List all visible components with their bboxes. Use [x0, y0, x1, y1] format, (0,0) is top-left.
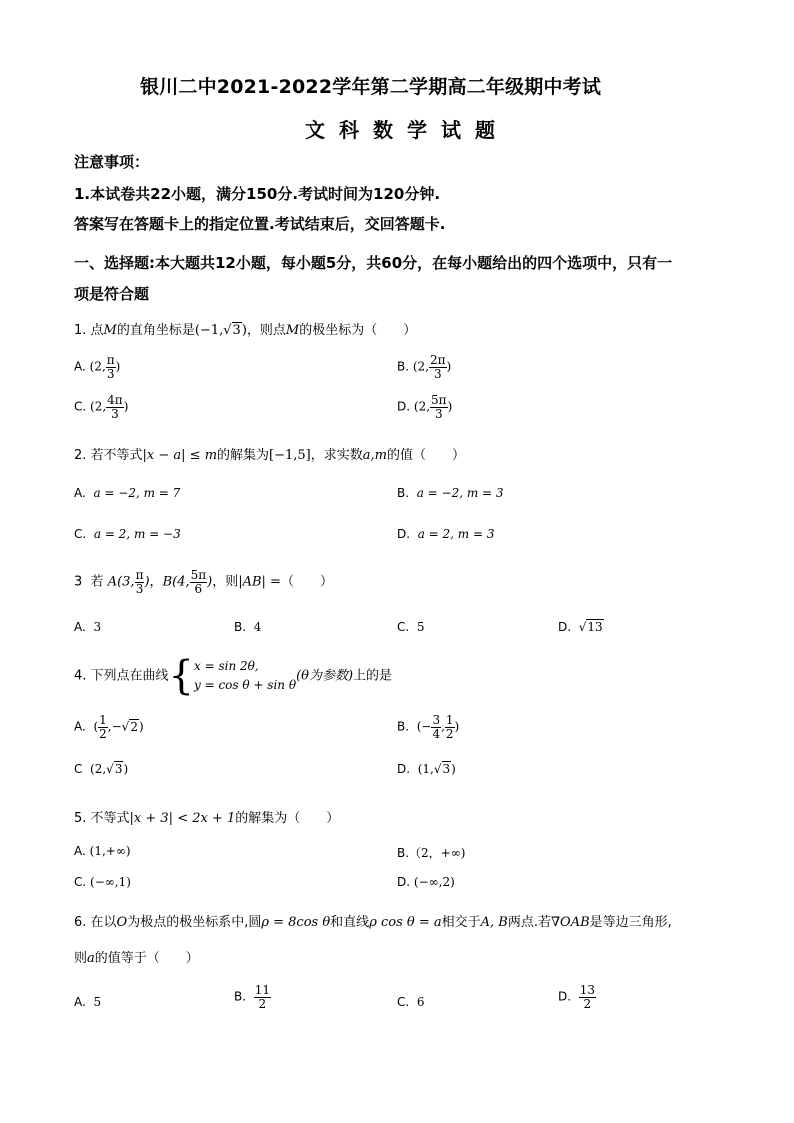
question-2-option-b[interactable]: B. a = −2, m = 3 — [397, 486, 504, 500]
exam-subtitle: 文科数学试题 — [305, 118, 509, 142]
question-5-option-d[interactable]: D. (−∞,2) — [397, 875, 455, 889]
question-3-stem: 3 若 A(3, $\frac{\pi}{3}$ )，B(4, $\frac{5\pi}{6}$ )，则|AB| =（ ） — [74, 568, 333, 596]
question-2-stem: 2. 若不等式|x − a| ≤ m的解集为[−1,5]，求实数a,m的值（ ） — [74, 448, 466, 463]
section-heading-line-2: 项是符合题 — [74, 285, 150, 303]
question-5-option-a[interactable]: A. (1,+∞) — [74, 844, 131, 858]
question-4-stem: 4. 下列点在曲线{ x = sin 2θ, y = cos θ + sin θ (θ为参数)上的是 — [74, 653, 393, 699]
question-6-option-d[interactable]: D. $\frac{13}{2}$ — [558, 983, 595, 1011]
question-4-option-d[interactable]: D. (1,√3) — [397, 762, 456, 776]
question-1-option-b[interactable]: B. (2, $\frac{2\pi}{3}$ ) — [397, 353, 452, 381]
question-6-stem-line-2: 则a的值等于（ ） — [74, 951, 199, 966]
question-2-option-c[interactable]: C. a = 2, m = −3 — [74, 527, 181, 541]
question-6-stem-line-1: 6. 在以O为极点的极坐标系中,圆ρ = 8cos θ和直线ρ cos θ = a相交于A, B两点.若∇OAB是等边三角形, — [74, 915, 672, 930]
question-2-option-d[interactable]: D. a = 2, m = 3 — [397, 527, 495, 541]
notice-heading: 注意事项： — [74, 153, 150, 171]
question-1-option-c[interactable]: C. (2, $\frac{4\pi}{3}$ ) — [74, 393, 129, 421]
question-3-option-d[interactable]: D. √13 — [558, 620, 603, 634]
question-4-option-a[interactable]: A. ( $\frac{1}{2}$ ,−√2) — [74, 713, 144, 741]
question-5-option-b[interactable]: B.（2，+∞) — [397, 846, 466, 860]
question-5-option-c[interactable]: C. (−∞,1) — [74, 875, 131, 889]
question-6-option-b[interactable]: B. $\frac{11}{2}$ — [234, 983, 270, 1011]
question-3-option-a[interactable]: A. 3 — [74, 620, 102, 634]
question-2-option-a[interactable]: A. a = −2, m = 7 — [74, 486, 181, 500]
left-brace: { — [168, 653, 194, 699]
question-6-option-c[interactable]: C. 6 — [397, 995, 425, 1009]
question-3-option-c[interactable]: C. 5 — [397, 620, 425, 634]
section-heading-line-1: 一、选择题:本大题共12小题，每小题5分，共60分，在每小题给出的四个选项中，只有一 — [74, 254, 673, 272]
question-1-option-a[interactable]: A. (2, $\frac{\pi}{3}$ ) — [74, 353, 121, 381]
question-3-option-b[interactable]: B. 4 — [234, 620, 262, 634]
question-4-option-b[interactable]: B. (− $\frac{3}{4}$ , $\frac{1}{2}$ ) — [397, 713, 460, 741]
question-5-stem: 5. 不等式|x + 3| < 2x + 1的解集为（ ） — [74, 811, 340, 826]
notice-line-2: 答案写在答题卡上的指定位置.考试结束后，交回答题卡. — [74, 215, 446, 233]
question-6-option-a[interactable]: A. 5 — [74, 995, 102, 1009]
question-1-stem: 1. 点M的直角坐标是(−1,√3)，则点M的极坐标为（ ） — [74, 323, 417, 338]
question-4-option-c[interactable]: C (2,√3) — [74, 762, 129, 776]
exam-title: 银川二中2021-2022学年第二学期高二年级期中考试 — [140, 76, 602, 98]
question-1-option-d[interactable]: D. (2, $\frac{5\pi}{3}$ ) — [397, 393, 453, 421]
notice-line-1: 1.本试卷共22小题，满分150分.考试时间为120分钟. — [74, 185, 441, 203]
